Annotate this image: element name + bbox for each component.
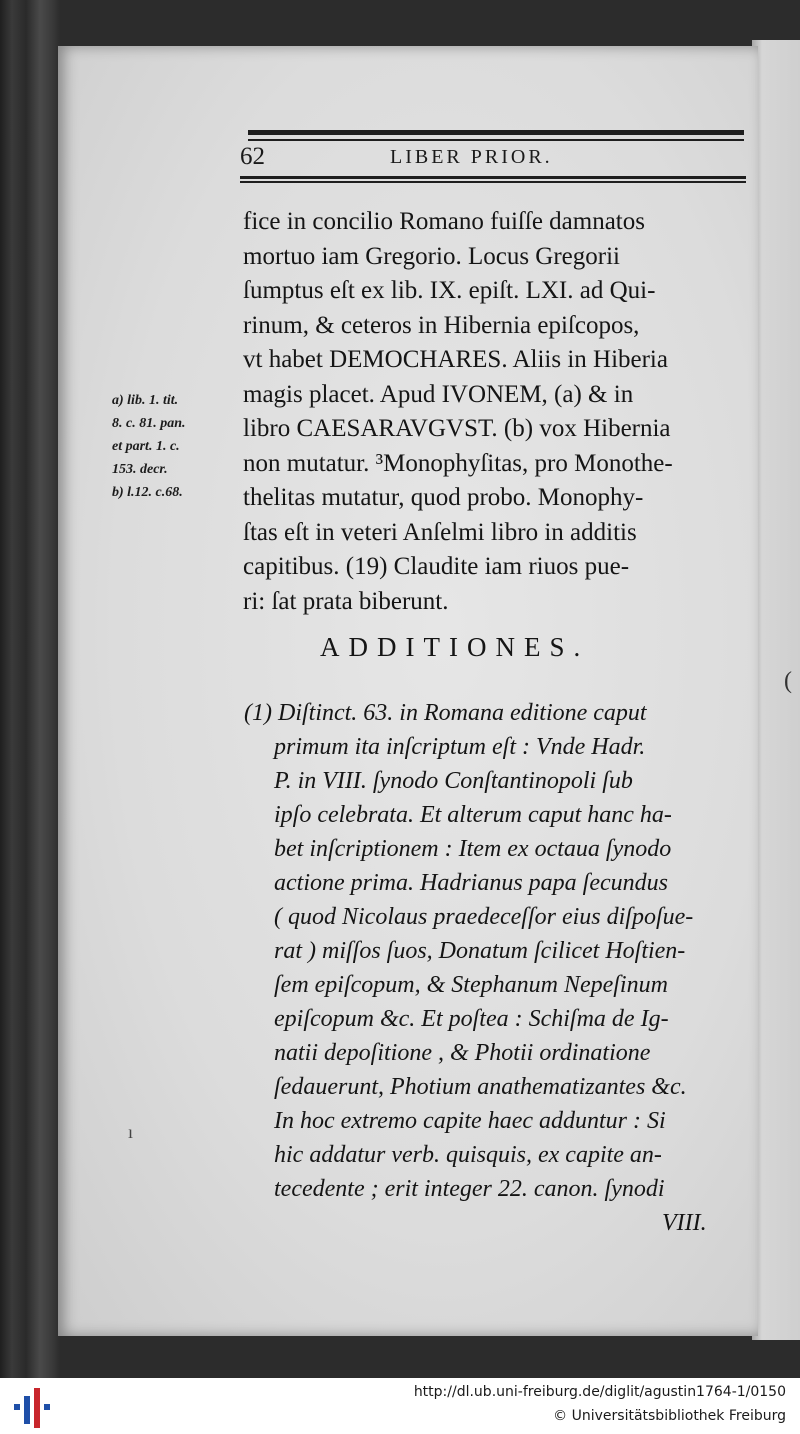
text-line: capitibus. (19) Claudite iam riuos pue- — [243, 553, 630, 580]
additions-line: actione prima. Hadrianus papa ſecundus — [274, 870, 668, 896]
text-line: magis placet. Apud IVONEM, (a) & in — [243, 380, 634, 408]
text-line: mortuo iam Gregorio. Locus Gregorii — [243, 242, 620, 270]
copyright-notice: © Universitätsbibliothek Freiburg — [553, 1408, 786, 1424]
additions-line: hic addatur verb. quisquis, ex capite an- — [274, 1142, 662, 1168]
margin-note-line: 153. decr. — [112, 462, 168, 477]
text-line: ri: ſat prata biberunt. — [243, 587, 449, 615]
margin-note-line: et part. 1. c. — [112, 439, 180, 454]
library-logo-icon — [12, 1386, 52, 1428]
footer-bar — [0, 1378, 800, 1434]
text-line: thelitas mutatur, quod probo. Monophy- — [243, 484, 644, 511]
text-line: ſumptus eſt ex lib. IX. epiſt. LXI. ad Qui- — [243, 277, 656, 304]
section-heading: ADDITIONES. — [320, 632, 590, 662]
additions-first-line: (1) Diſtinct. 63. in Romana editione caput — [244, 700, 647, 726]
header-rule-top-thin — [248, 139, 744, 141]
text-line: ſtas eſt in veteri Anſelmi libro in additis — [243, 518, 637, 546]
header-rule-top — [248, 130, 744, 135]
additions-line: tecedente ; erit integer 22. canon. ſynodi — [274, 1176, 665, 1202]
additions-line: ( quod Nicolaus praedeceſſor eius diſpoſue- — [274, 904, 694, 930]
text-line: vt habet DEMOCHARES. Aliis in Hiberia — [243, 346, 668, 373]
additions-line: P. in VIII. ſynodo Conſtantinopoli ſub — [274, 768, 633, 794]
additions-line: bet inſcriptionem : Item ex octaua ſynodo — [274, 836, 672, 862]
margin-note-line: 8. c. 81. pan. — [112, 416, 186, 431]
additions-line: epiſcopum &c. Et poſtea : Schiſma de Ig- — [274, 1006, 669, 1032]
additions-line: In hoc extremo capite haec adduntur : Si — [274, 1108, 666, 1134]
text-line: libro CAESARAVGVST. (b) vox Hibernia — [243, 415, 671, 442]
text-line: rinum, & ceteros in Hibernia epiſcopos, — [243, 311, 640, 339]
next-page-mark: ( — [784, 668, 792, 694]
margin-note-line: a) lib. 1. tit. — [112, 393, 179, 408]
additions-line: ipſo celebrata. Et alterum caput hanc ha- — [274, 802, 672, 828]
stray-margin-mark: ı — [128, 1122, 134, 1142]
additions-final-line: VIII. — [662, 1210, 707, 1236]
text-line: fice in concilio Romano fuiſſe damnatos — [243, 208, 645, 235]
additions-line: ſem epiſcopum, & Stephanum Nepeſinum — [274, 972, 668, 998]
header-rule-bottom-thin — [240, 181, 746, 183]
additions-line: rat ) miſſos ſuos, Donatum ſcilicet Hoſtien- — [274, 938, 686, 964]
running-title: LIBER PRIOR. — [390, 146, 553, 168]
additions-line: ſedauerunt, Photium anathematizantes &c. — [274, 1074, 687, 1100]
page-number: 62 — [240, 143, 265, 170]
main-text-block — [243, 205, 763, 619]
margin-note-line: b) l.12. c.68. — [112, 485, 183, 500]
additions-text-block — [244, 696, 764, 1240]
source-url-link[interactable]: http://dl.ub.uni-freiburg.de/diglit/agustin1764-1/0150 — [413, 1384, 786, 1400]
text-line: non mutatur. ³Monophyſitas, pro Monothe- — [243, 449, 673, 477]
header-rule-bottom — [240, 176, 746, 179]
margin-notes — [112, 389, 242, 504]
additions-line: primum ita inſcriptum eſt : Vnde Hadr. — [274, 734, 646, 760]
additions-line: natii depoſitione , & Photii ordinatione — [274, 1040, 651, 1066]
